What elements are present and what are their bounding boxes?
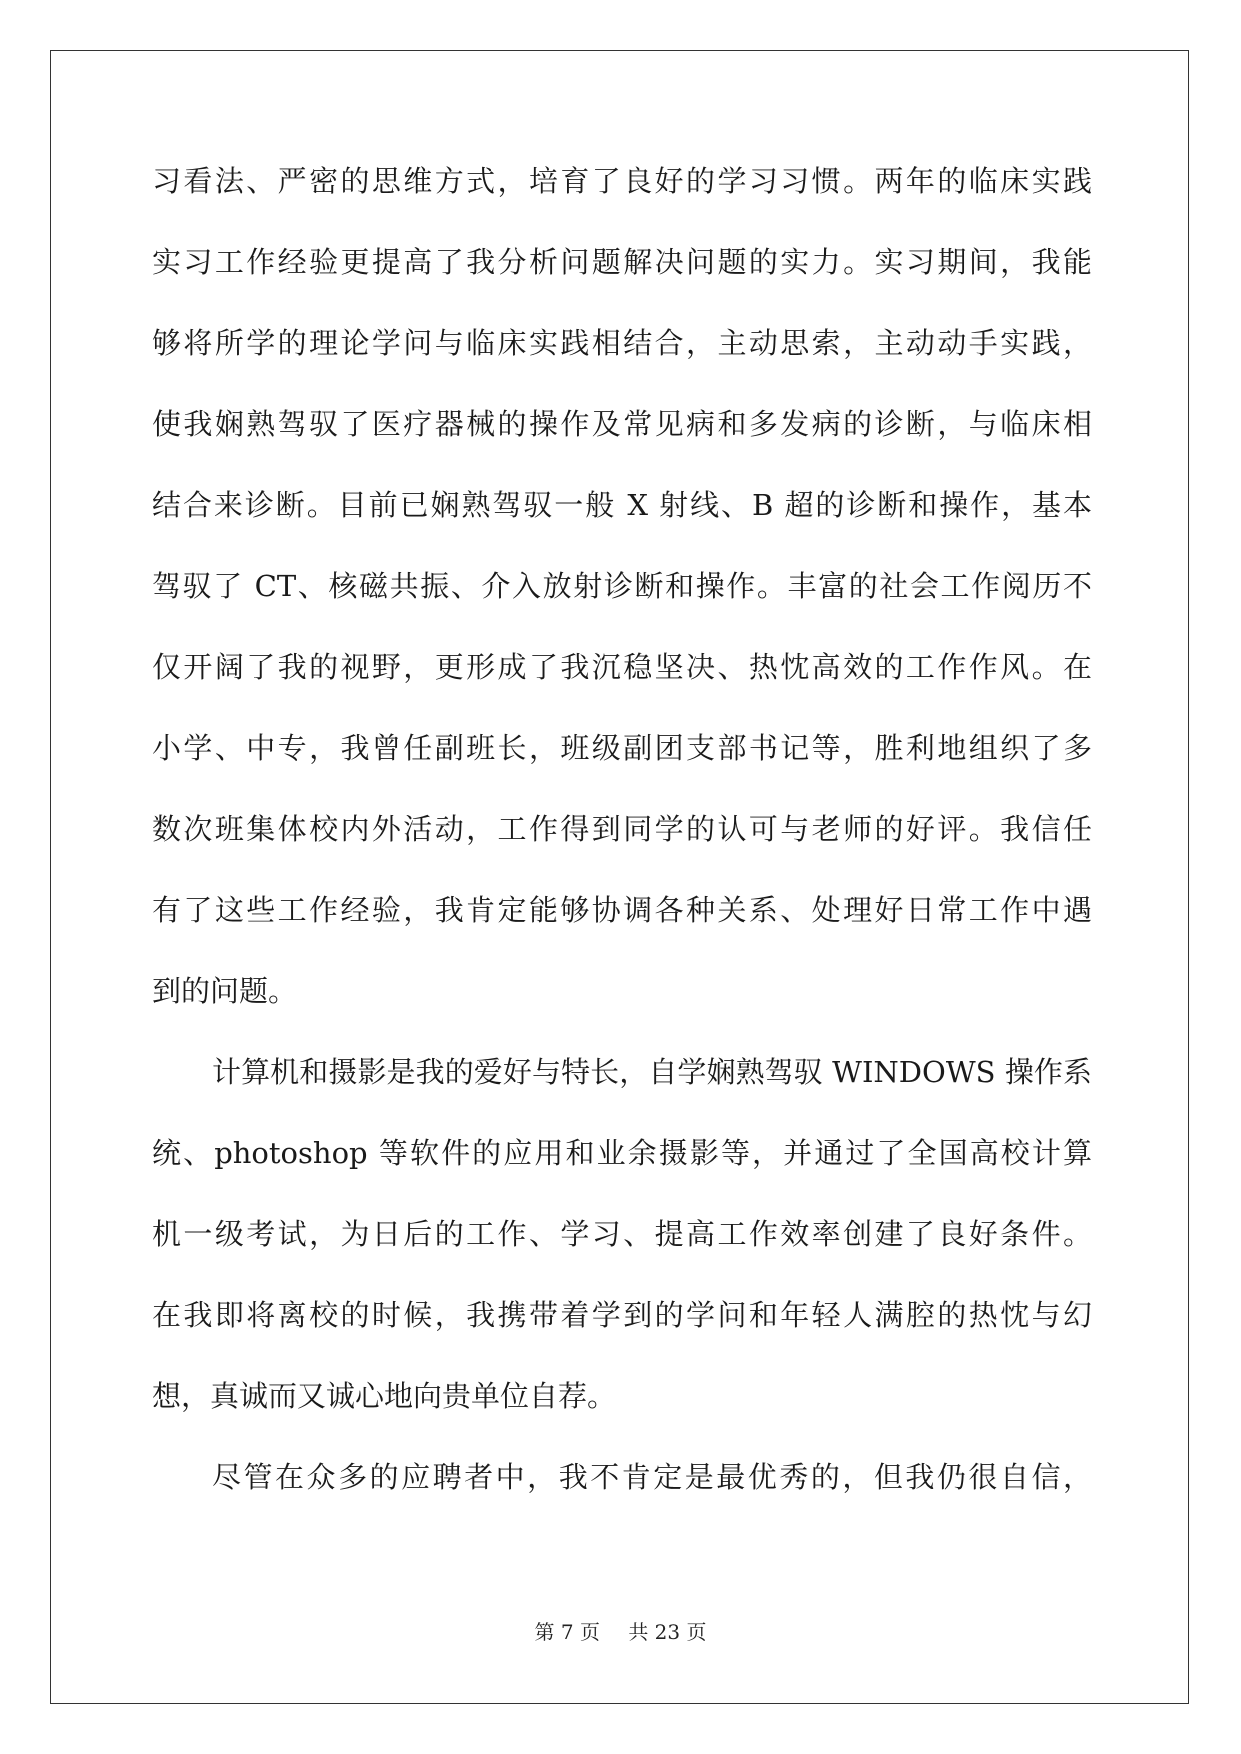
page-footer	[0, 1616, 1241, 1645]
text-line-15: 在我即将离校的时候，我携带着学到的学问和年轻人满腔的热忱与幻	[152, 1298, 1092, 1332]
text-line-14: 机一级考试，为日后的工作、学习、提高工作效率创建了良好条件。	[152, 1217, 1092, 1251]
text-line-9: 数次班集体校内外活动，工作得到同学的认可与老师的好评。我信任	[152, 812, 1092, 846]
text-line-8: 小学、中专，我曾任副班长，班级副团支部书记等，胜利地组织了多	[152, 731, 1092, 765]
text-line-5: 结合来诊断。目前已娴熟驾驭一般 X 射线、B 超的诊断和操作，基本	[152, 488, 1092, 522]
text-line-17: 尽管在众多的应聘者中，我不肯定是最优秀的，但我仍很自信，	[212, 1460, 1092, 1494]
text-line-2: 实习工作经验更提高了我分析问题解决问题的实力。实习期间，我能	[152, 245, 1092, 279]
text-line-16: 想，真诚而又诚心地向贵单位自荐。	[152, 1379, 617, 1413]
text-line-3: 够将所学的理论学问与临床实践相结合，主动思索，主动动手实践，	[152, 326, 1092, 360]
text-line-11: 到的问题。	[152, 974, 298, 1008]
text-line-1: 习看法、严密的思维方式，培育了良好的学习习惯。两年的临床实践	[152, 164, 1092, 198]
text-line-13: 统、photoshop 等软件的应用和业余摄影等，并通过了全国高校计算	[152, 1136, 1092, 1170]
page-total: 共 23 页	[628, 1620, 707, 1644]
text-line-12: 计算机和摄影是我的爱好与特长，自学娴熟驾驭 WINDOWS 操作系	[212, 1055, 1092, 1089]
text-line-4: 使我娴熟驾驭了医疗器械的操作及常见病和多发病的诊断，与临床相	[152, 407, 1092, 441]
text-line-6: 驾驭了 CT、核磁共振、介入放射诊断和操作。丰富的社会工作阅历不	[152, 569, 1092, 603]
page-number: 第 7 页	[534, 1620, 600, 1644]
text-line-7: 仅开阔了我的视野，更形成了我沉稳坚决、热忱高效的工作作风。在	[152, 650, 1092, 684]
text-line-10: 有了这些工作经验，我肯定能够协调各种关系、处理好日常工作中遇	[152, 893, 1092, 927]
document-body	[152, 156, 1092, 1533]
